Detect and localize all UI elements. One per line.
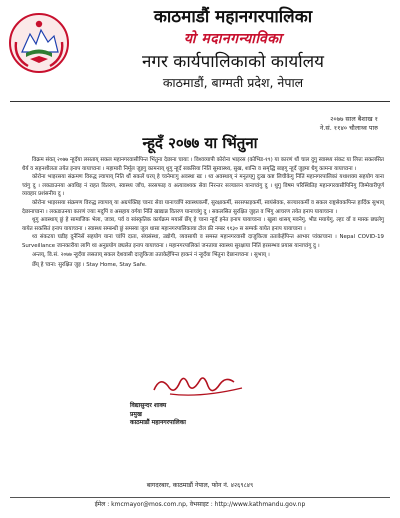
- letter-meta: [320, 115, 378, 133]
- signatory-block: [130, 402, 186, 428]
- letter-body: [22, 156, 384, 270]
- header-divider: [10, 101, 390, 102]
- body-paragraph: कोरोना भाइरसया संक्रमण विरुद्ध ल्वापाय् निति थौं सकलें घरय् हे च्वनेमाःगु अवस्था खः । थ्व अवस्थाय् नं मनूतय्‌गु दुःख कष्ट लिचीकेगु निंतिं महानगरपालिकां यथाशक्य सहयोग याना च्वंगु दु । लकडाउनया अवधिइ नं राहत वितरण, स्वास्थ्य जाँच, सरसफाइ व अत्यावश्यक सेवा निरन्तर सञ्चालन यानाच्वंगु दु । थुगु विषम परिस्थितिइ महानगरवासीपिनिगु जिम्मेवारीपूर्ण व्यवहार प्रशंसनीय दु ।: [22, 174, 384, 198]
- footer-contact: ईमेल : kmcmayor@mos.com.np, वेभसाइट : http://www.kathmandu.gov.np: [94, 501, 306, 508]
- letter-title: न्हूदँ २०७७ या भिंतुना: [142, 134, 258, 152]
- body-paragraph: थुगु अवस्थाय् छुं हे सामाजिक भेला, जात्रा, पर्व व सांस्कृतिक कार्यक्रम मयासें छेँय् हे च्वना न्हूदँ हनेत इनाप यायाच्वना । खुला थासय् मवनेगु, भीड मयायेगु, ल्हाः वाँ व मास्क छ्यलेगु यायेत सकसितं इनाप यायाच्वना । स्वास्थ्य सम्बन्धी छुं समस्या जुल धासा महानगरपालिकाया टोल फ्री नम्बर ११३० स सम्पर्क यायेत इनाप यायाच्वना ।: [22, 217, 384, 232]
- office-name: नगर कार्यपालिकाको कार्यालय: [141, 52, 325, 72]
- signatory-org: काठमाडौं महानगरपालिका: [130, 419, 186, 427]
- closing-line: छेँय् हे च्वना: सुरक्षित जुइ । Stay Home, Stay Safe.: [32, 262, 147, 269]
- letterhead: [72, 6, 394, 92]
- body-paragraph: विक्रम संवत् २०७७ न्हूदँया लसताय् सकल महानगरवासीपिन्त भिंतुना देछाना चायाः । विश्वव्यापी कोरोना भाइरस (कोभिड-१९) या कारणं थौं चाल दुगु स्वास्थ्य संकट या लित्तः सकलसित धैर्य व सहनशीलता तयेत इनाप यायाच्वना । महामारी निर्मूल जुइगु कामनाय् थुगु न्हूदँ सकसिया निंतिं सुस्वास्थ्य, सुख, शान्ति व समृद्धि ब्वइगु न्हूदँ जुइमा धैगु कामना यायाच्वना ।: [22, 157, 384, 172]
- nepal-emblem-icon: [8, 12, 70, 74]
- signatory-name: विद्यासुन्दर शाक्य: [130, 402, 167, 409]
- footer-address: बागदरबार, काठमाडौं नेपाल, फोन नं. ४२६९८४९: [146, 482, 254, 489]
- body-paragraph: थ्व संकटया घडीइ दुनेंनिसें सहयोग याना च्वंपिं दाता, संघसंस्था, उद्योगी, व्यवसायी व समस्त महानगरवासी दाजुकिजा तताकेहेंपिन्त आभार प्वंकाच्वना । Nepal COVID-19 Surveillance जानकारीया लागि थ्व अनुप्रयोग छ्यलेत इनाप यायाच्वना । महानगरपालिकां जनताया स्वास्थ्य सुरक्षाया निंतिं हरसम्भव प्रयास यानाच्वंगु दु ।: [22, 234, 384, 249]
- letter-date: २०७७ साल बैशाख १: [330, 115, 378, 123]
- signature-image: [150, 368, 260, 402]
- letter-reference: ने.सं. ११४० चौलाथ्व पारु: [319, 124, 378, 132]
- footer-divider: [10, 497, 390, 498]
- signatory-position: प्रमुख: [130, 410, 142, 418]
- office-address: काठमाडौं, बाग्मती प्रदेश, नेपाल: [162, 75, 304, 90]
- banner-script: यो मदानगन्याविका: [183, 31, 283, 47]
- municipality-name: काठमाडौं महानगरपालिका: [153, 7, 313, 27]
- body-paragraph: कोरोना भाइरसया संक्रमण विरुद्ध ल्वापाय्‌ या अग्रपंक्तिइ च्वनाः सेवा यानाच्वंपिं स्वास्थ्यकर्मी, सुरक्षाकर्मी, सरसफाइकर्मी, स्वयंसेवक, सञ्चारकर्मी व सकल राष्ट्रसेवकपिन्त हार्दिक सुभाय् देछानाच्वना । लकडाउनया कारणं ज्याः मदुपिं व असहाय वर्गया निंतिं खाद्यान्न वितरण यानाच्वंगु दु । सकलसित सुरक्षित जुइत व भिंगु आचरण तयेत इनाप यायाच्वना ।: [22, 199, 384, 215]
- body-paragraph: अन्तय्, वि.सं. २०७७ न्हूदँया लसताय् सकल देशवासी दाजुकिजा तताकेहेंपिन्त हाकनं नं न्हूदँया भिंतुना देछानाच्वना । सुभाय् ।: [32, 251, 270, 258]
